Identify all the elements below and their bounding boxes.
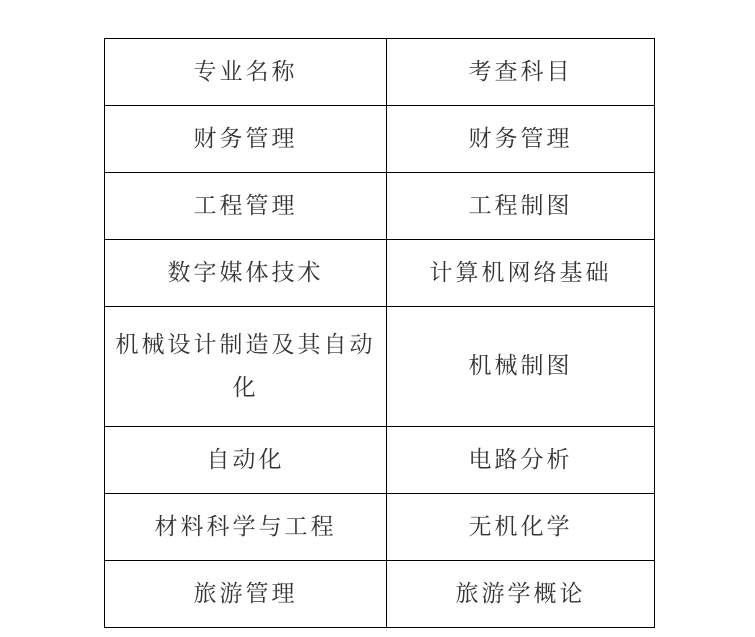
table-row [105, 240, 655, 307]
subject-cell: 机械制图 [387, 307, 655, 427]
majors-subjects-table [104, 38, 655, 628]
subject-cell: 工程制图 [387, 173, 655, 240]
table-header-row [105, 39, 655, 106]
major-cell: 自动化 [105, 427, 387, 494]
header-exam-subject: 考查科目 [387, 39, 655, 106]
table-row [105, 427, 655, 494]
major-cell: 财务管理 [105, 106, 387, 173]
table-row [105, 561, 655, 628]
table-row [105, 173, 655, 240]
subject-cell: 财务管理 [387, 106, 655, 173]
table-row [105, 494, 655, 561]
major-cell: 机械设计制造及其自动化 [105, 307, 387, 427]
subject-cell: 无机化学 [387, 494, 655, 561]
major-cell: 数字媒体技术 [105, 240, 387, 307]
header-major-name: 专业名称 [105, 39, 387, 106]
major-cell: 材料科学与工程 [105, 494, 387, 561]
table-row [105, 307, 655, 427]
subject-cell: 电路分析 [387, 427, 655, 494]
major-cell: 旅游管理 [105, 561, 387, 628]
major-cell: 工程管理 [105, 173, 387, 240]
subject-cell: 旅游学概论 [387, 561, 655, 628]
table-row [105, 106, 655, 173]
subject-cell: 计算机网络基础 [387, 240, 655, 307]
